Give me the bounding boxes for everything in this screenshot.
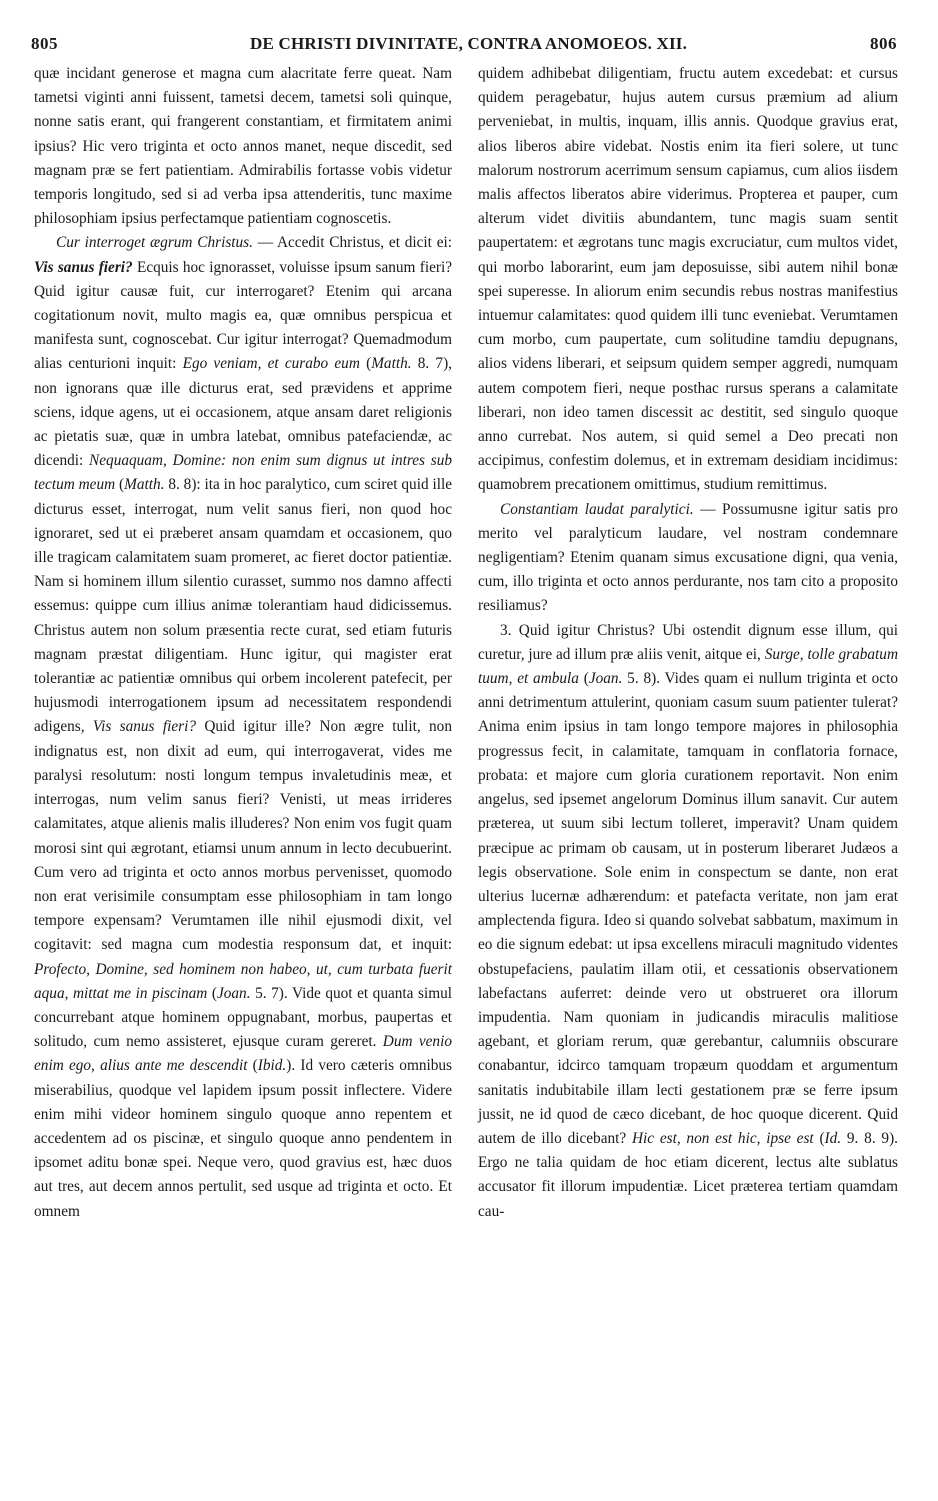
paragraph-text: 8. 7), non ignorans quæ ille dicturus erat, sed prævidens et apprime sciens, idque agens, ut ei occasionem, atque ansam daret religionis ac pietatis suæ, quæ in umbra latebat, omnibus patefaciendæ, ac dicendi: <box>34 355 452 470</box>
citation: Matth. <box>371 355 412 373</box>
paragraph-text: ( <box>247 1057 258 1075</box>
paragraph-text: quidem adhibebat diligentiam, fructu autem excedebat: et cursus quidem peragebatur, hujus autem cursus præmium ad alium perveniebat, in multis, inquam, illis annis. Quodque gravius erat, alios liberos abire videbat. Nostis enim ita fieri solere, ut tunc malorum nostrorum acerrimum sensum capiamus, cum alios iisdem malis affectos liberatos abire viderimus. Propterea et pauper, cum alterum videt divitiis abundantem, tunc magis suam sentit paupertatem: et ægrotans tunc magis excruciatur, cum multos videt, qui morbo laborarint, eum jam deposuisse, sibi autem nihil bonæ spei superesse. In aliorum enim secundis rebus nostras manifestius intuemur calamitates: quod quidem illi tunc eveniebat. Verumtamen cum morbo, cum paupertate, cum solitudine tamdiu depugnans, alios videns liberari, et seipsum quidem semper aggredi, numquam autem compotem fieri, neque posthac rursus sperans a calamitate liberari, non ideo tamen discessit ac destitit, sed singulo quoque anno currebat. Nos autem, si quid semel a Deo precati non accipimus, confestim dolemus, et in extremam desidiam incidimus: quamobrem precationem omittimus, studium remittimus. <box>478 65 898 494</box>
paragraph-text: 8. 8): ita in hoc paralytico, cum sciret quid ille dicturus esset, interrogat, num velit sanus fieri, non quod hoc ignoraret, sed ut ei præberet ansam quamdam et occasionem, quo ille tragicam calamitatem suam promeret, ac fieret doctor patientiæ. Nam si hominem illum silentio curasset, summo nos damno affecti essemus: quippe cum illius animæ tolerantiam haud didicissemus. Christus autem non solum præsentia recte curat, sed etiam futuris magnam præstat diligentiam. Hunc igitur, qui magister erat tolerantiæ ac patientiæ omnibus qui orbem incolerent patefecit, per hujusmodi interrogationem ipsum ad necessitatem respondendi adigens, <box>34 476 452 736</box>
running-title: DE CHRISTI DIVINITATE, CONTRA ANOMOEOS. XII. <box>250 34 688 53</box>
paragraph-text: ( <box>578 670 589 688</box>
paragraph-text: — Possumusne igitur satis pro merito vel paralyticum laudare, vel nostram condemnare negligentiam? Etenim quanam simus excusatione digni, qua venia, cum, illo triginta et octo annos perdurante, nos tam cito a proposito resiliamus? <box>478 500 898 615</box>
paragraph <box>34 62 452 231</box>
paragraph-text: Ecquis hoc ignorasset, voluisse ipsum sanum fieri? Quid igitur causæ fuit, cur interrogaret? Etenim qui arcana cogitationum novit, multo magis ea, quæ omnibus perspicua et manifesta sunt, cognoscebat. Cur igitur interrogat? Quemadmodum alias centurioni inquit: <box>34 258 452 373</box>
paragraph-text: ( <box>813 1129 825 1147</box>
quotation: Vis sanus fieri? <box>92 718 196 736</box>
left-column <box>34 62 452 1224</box>
quotation: Vis sanus fieri? <box>34 258 133 276</box>
paragraph-text: — Accedit Christus, et dicit ei: <box>252 234 452 252</box>
paragraph-text: 5. 7). Vide quot et quanta simul concurrebant atque hominem oppugnabant, morbus, paupertas et solitudo, cum nemo assisteret, ejusque curam gereret. <box>34 984 453 1051</box>
paragraph-text: ). Id vero cæteris omnibus miserabilius, quodque vel lapidem ipsum possit inflectere. Videre enim mihi videor hominem singulo quoque anno repentem et accedentem ad os piscinæ, et singulo quoque anno pendentem in ipsomet aditu bonæ spei. Neque vero, quod gravius est, hæc duos aut tres, aut decem annos pertulit, sed usque ad triginta et octo. Et omnem <box>34 1057 452 1220</box>
section-heading: Constantiam laudat paralytici. <box>500 500 694 518</box>
quotation: Profecto, Domine, sed hominem non habeo, ut, cum turbata fuerit aqua, mittat me in piscinam <box>34 960 452 1002</box>
paragraph-text: Quid igitur ille? Non ægre tulit, non indignatus est, non dixit ad eum, qui interrogaverat, vides me paralysi resolutum: nosti longum tempus invaletudinis meæ, et interrogas, num velim sanus fieri? Venisti, ut meas irrideres calamitates, atque alienis malis illuderes? Non enim vos fugit quam morosi sint qui ægrotant, etiamsi unum annum in lecto decubuerint. Cum vero ad triginta et octo annos morbus pervenisset, quomodo non erat verisimile consumptam esse philosophiam in tam longo tempore expensam? Verumtamen ille nihil ejusmodi dixit, vel cogitavit: sed magna cum modestia responsum dat, et inquit: <box>34 718 452 954</box>
citation: Matth. <box>124 476 165 494</box>
paragraph-text: ( <box>359 355 372 373</box>
paragraph-text: ( <box>115 476 125 494</box>
citation: Joan. <box>588 670 623 688</box>
paragraph <box>478 498 898 619</box>
paragraph <box>478 619 898 1224</box>
quotation: Surge, tolle grabatum tuum, et ambula <box>478 645 898 688</box>
quotation: Hic est, non est hic, ipse est <box>631 1129 814 1147</box>
paragraph-text: ( <box>207 984 217 1002</box>
paragraph <box>34 231 452 1223</box>
citation: Ibid. <box>257 1057 287 1075</box>
paragraph-text: 3. Quid igitur Christus? Ubi ostendit dignum esse illum, qui curetur, jure ad illum præ aliis venit, aitque ei, <box>478 621 898 663</box>
quotation: Dum venio enim ego, alius ante me descendit <box>34 1033 452 1075</box>
paragraph-text: 5. 8). Vides quam ei nullum triginta et octo anni detrimentum attulerint, quoniam casum suum patienter tulerat? Anima enim ipsius in tam longo tempore majores in philosophia progressus fecit, in calamitate, tamquam in conflatoria fornace, probata: et majore cum gloria curationem reportavit. Non enim angelus, sed ipsemet angelorum Dominus illum sanavit. Cur autem præterea, ut suum sibi lectum tolleret, imperavit? Unam quidem præcipue ac primam ob causam, ut in posterum liberaret Judæos a legis observatione. Sole enim in conspectum se dante, non erat ulterius lucernæ adhærendum: et patefacta veritate, non jam erat amplectenda figura. Ideo si quando solvebat sabbatum, maximum in eo die signum edebat: ut ipsa excellens miraculi magnitudo videntes obstupefaciens, paulatim illam otii, et cessationis observationem labefactans auferret: deinde vero ut obstrueret ora illorum impudentia. Nam quoniam in judicandis miraculis malitiose agebant, et gloriam rerum, quæ gerebantur, calumniis obscurare conabantur, idcirco tamquam tropæum quoddam et argumentum sanitatis indubitabile illam lecti gestationem præ se ferre ipsum jussit, ne id quod de cæco dicebant, de hoc quoque dicerent. Quid autem de illo dicebant? <box>478 670 898 1147</box>
citation: Joan. <box>216 984 251 1002</box>
page-number-left: 805 <box>31 34 58 53</box>
quotation: Nequaquam, Domine: non enim sum dignus ut intres sub tectum meum <box>34 452 452 494</box>
paragraph-text: quæ incidant generose et magna cum alacritate ferre queat. Nam tametsi viginti anni fuissent, tametsi decem, tametsi soli quinque, nonne satis erant, qui frangerent constantiam, et firmitatem animi ipsius? Hic vero triginta et octo annos manet, neque discedit, sed magnam præ se fert patientiam. Admirabilis fortasse vobis videtur temporis longitudo, sed si ad verba ipsa attenderitis, tunc maxime philosophiam ipsius perfectamque patientiam cognoscetis. <box>34 65 452 228</box>
paragraph <box>478 62 898 498</box>
right-column <box>478 62 898 1224</box>
quotation: Ego veniam, et curabo eum <box>182 355 360 373</box>
page-number-right: 806 <box>870 34 897 53</box>
paragraph-text: 9. 8. 9). Ergo ne talia quidam de hoc etiam dicerent, lectus alte sublatus accusator fit illorum impudentiæ. Licet præterea tertiam quamdam cau- <box>478 1129 898 1220</box>
citation: Id. <box>824 1129 842 1147</box>
section-heading: Cur interroget ægrum Christus. <box>56 234 253 252</box>
